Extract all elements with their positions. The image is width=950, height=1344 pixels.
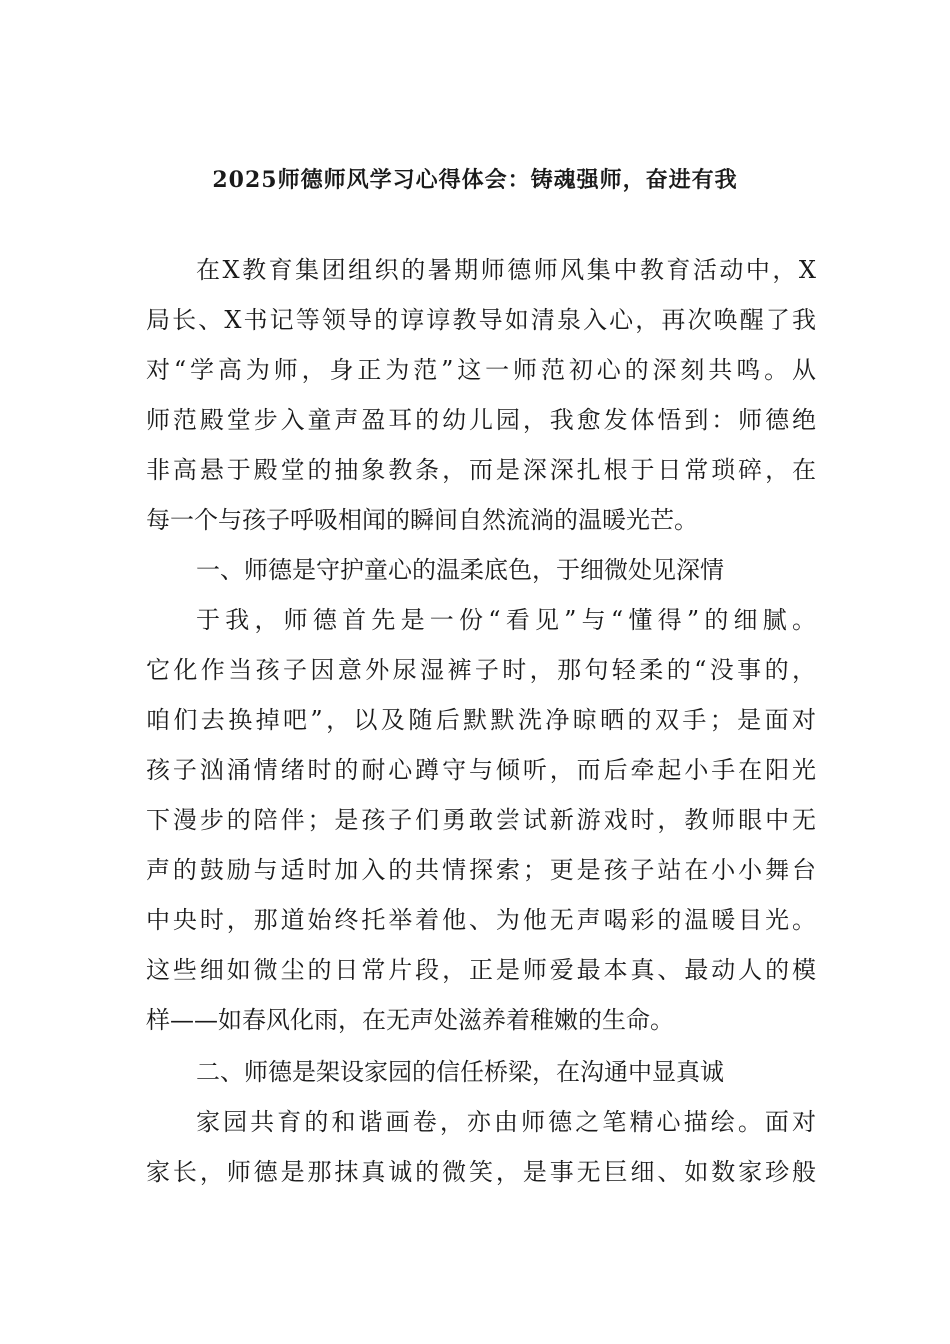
paragraph-line: 下漫步的陪伴；是孩子们勇敢尝试新游戏时，教师眼中无 (146, 806, 816, 834)
paragraph-line: 师范殿堂步入童声盈耳的幼儿园，我愈发体悟到：师德绝 (146, 406, 816, 434)
paragraph-line: 每一个与孩子呼吸相闻的瞬间自然流淌的温暖光芒。 (146, 506, 698, 534)
paragraph-line: 它化作当孩子因意外尿湿裤子时，那句轻柔的“没事的， (146, 656, 816, 684)
paragraph-line: 中央时，那道始终托举着他、为他无声喝彩的温暖目光。 (146, 906, 816, 934)
paragraph-line: 样——如春风化雨，在无声处滋养着稚嫩的生命。 (146, 1006, 674, 1034)
paragraph-line: 声的鼓励与适时加入的共情探索；更是孩子站在小小舞台 (146, 856, 816, 884)
paragraph-line: 于我，师德首先是一份“看见”与“懂得”的细腻。 (196, 606, 816, 634)
paragraph-line: 局长、X书记等领导的谆谆教导如清泉入心，再次唤醒了我 (146, 306, 816, 334)
document-title: 2025师德师风学习心得体会：铸魂强师，奋进有我 (212, 167, 738, 193)
paragraph-line: 在X教育集团组织的暑期师德师风集中教育活动中，X (196, 256, 816, 284)
paragraph-line: 非高悬于殿堂的抽象教条，而是深深扎根于日常琐碎，在 (146, 456, 816, 484)
paragraph-line: 孩子汹涌情绪时的耐心蹲守与倾听，而后牵起小手在阳光 (146, 756, 816, 784)
paragraph-line: 家长，师德是那抹真诚的微笑，是事无巨细、如数家珍般 (146, 1158, 816, 1186)
section-heading: 一、师德是守护童心的温柔底色，于细微处见深情 (196, 556, 724, 584)
paragraph-line: 对“学高为师，身正为范”这一师范初心的深刻共鸣。从 (146, 356, 816, 384)
paragraph-line: 这些细如微尘的日常片段，正是师爱最本真、最动人的模 (146, 956, 816, 984)
paragraph-line: 咱们去换掉吧”，以及随后默默洗净晾晒的双手；是面对 (146, 706, 816, 734)
paragraph-line: 家园共育的和谐画卷，亦由师德之笔精心描绘。面对 (196, 1108, 816, 1136)
section-heading: 二、师德是架设家园的信任桥梁，在沟通中显真诚 (196, 1058, 724, 1086)
